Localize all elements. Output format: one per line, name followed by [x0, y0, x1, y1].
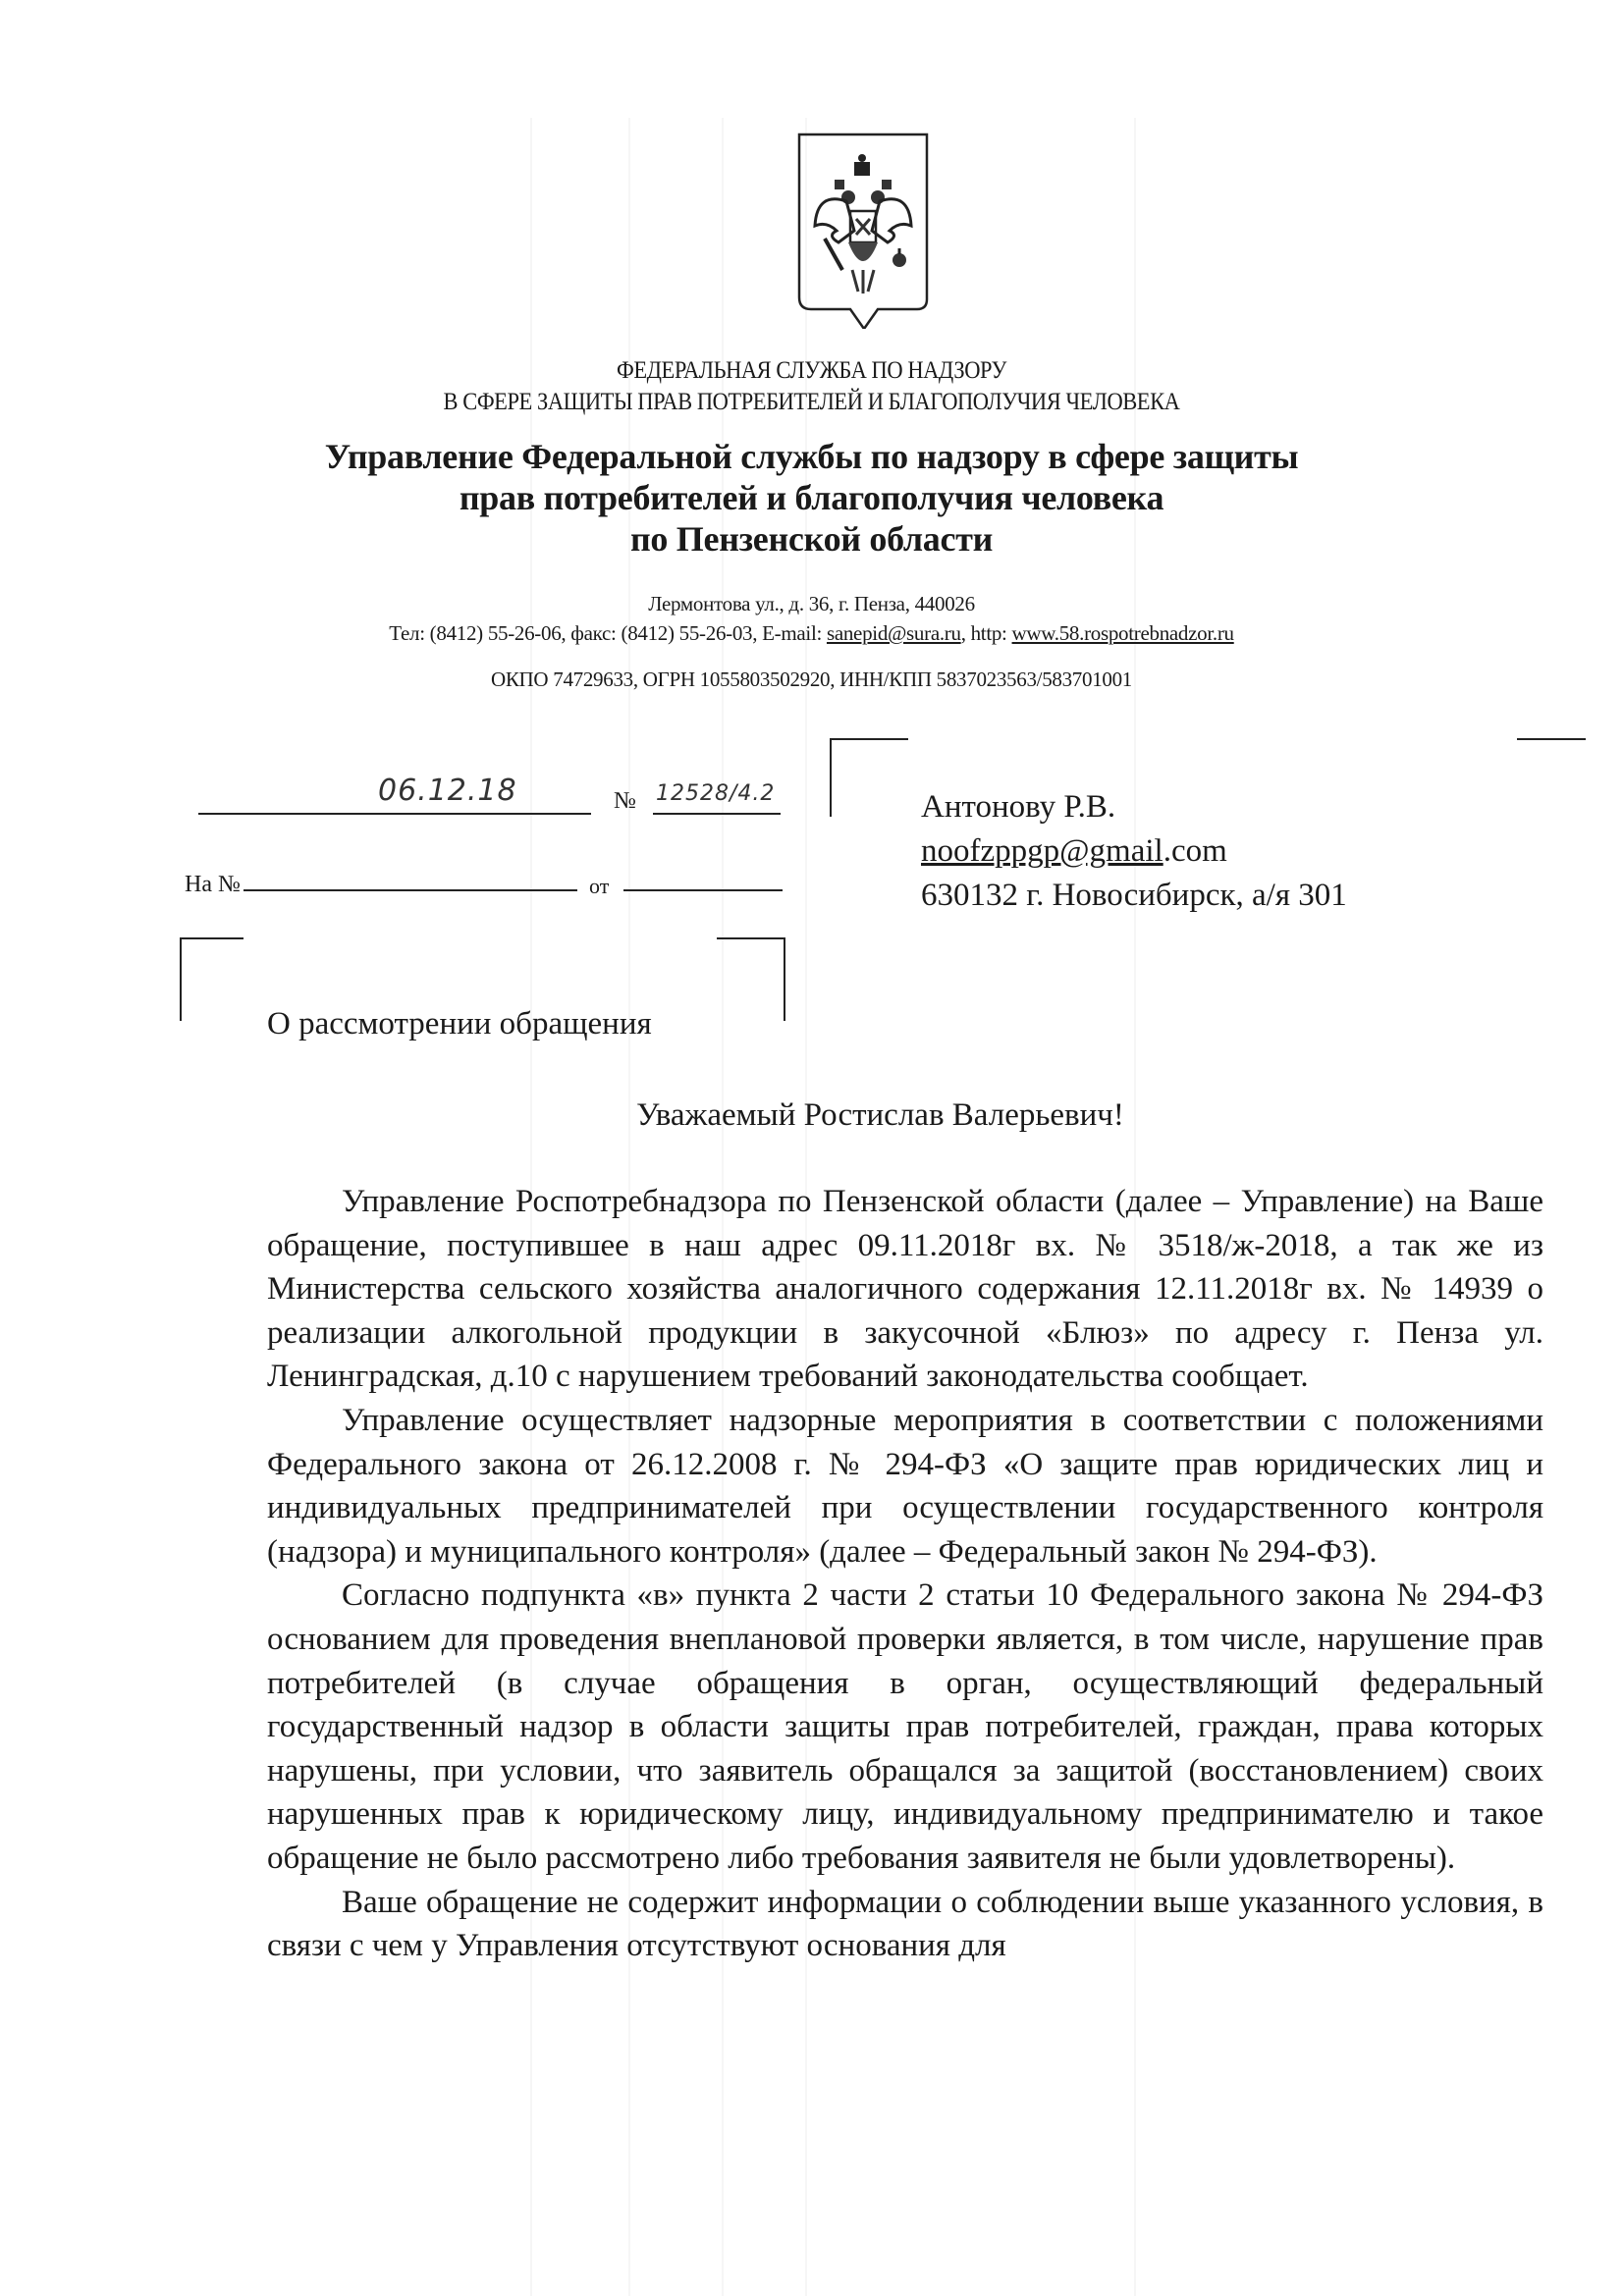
- from-label: от: [589, 874, 610, 898]
- addressee-name: Антонову Р.В.: [921, 789, 1116, 825]
- addressee-email-domain: .com: [1163, 833, 1227, 869]
- reply-date-underline: [623, 889, 783, 891]
- office-name: [0, 436, 1623, 560]
- agency-line-2: В СФЕРЕ ЗАЩИТЫ ПРАВ ПОТРЕБИТЕЛЕЙ И БЛАГОПОЛУЧИЯ ЧЕЛОВЕКА: [443, 389, 1180, 415]
- office-address: Лермонтова ул., д. 36, г. Пенза, 440026: [648, 592, 975, 615]
- addressee-address: 630132 г. Новосибирск, а/я 301: [921, 878, 1347, 913]
- addressee-email-link[interactable]: noofzppgp@gmail: [921, 833, 1163, 869]
- body-paragraph: Ваше обращение не содержит информации о соблюдении выше указанного условия, в связи с чем у Управления отсутствуют основания для: [267, 1884, 1543, 1964]
- outgoing-date: 06.12.18: [378, 774, 517, 808]
- body-paragraph: Управление осуществляет надзорные мероприятия в соответствии с положениями Федерального закона от 26.12.2008 г. № 294-ФЗ «О защите прав юридических лиц и индивидуальных предпринимателей при осуществлении государственного контроля (надзора) и муниципального контроля» (далее – Федеральный закон № 294-ФЗ).: [267, 1402, 1543, 1570]
- reply-number-underline: [243, 889, 577, 891]
- body-paragraph: Согласно подпункта «в» пункта 2 части 2 статьи 10 Федерального закона № 294-ФЗ основанием для проведения внеплановой проверки является, в том числе, нарушение прав потребителей (в случае обращения в орган, осуществляющий федеральный государственный надзор в области защиты прав потребителей, граждан, права которых нарушены, при условии, что заявитель обращался за защитой (восстановлением) своих нарушенных прав к юридическому лицу, индивидуальному предпринимателю и такое обращение не было рассмотрено либо требования заявителя не были удовлетворены).: [267, 1577, 1543, 1876]
- phone-fax: Тел: (8412) 55-26-06, факс: (8412) 55-26-03, E-mail:: [389, 621, 827, 645]
- subject-bracket-top-right: [717, 937, 785, 939]
- letter-subject: О рассмотрении обращения: [267, 1006, 652, 1041]
- office-line-2: прав потребителей и благополучия человека: [459, 478, 1164, 517]
- contact-info: [0, 589, 1623, 648]
- number-underline: [653, 813, 781, 815]
- agency-name: [81, 355, 1542, 418]
- addressee-bracket-left: [830, 738, 832, 817]
- date-underline: [198, 813, 591, 815]
- http-label: , http:: [960, 621, 1012, 645]
- agency-line-1: ФЕДЕРАЛЬНАЯ СЛУЖБА ПО НАДЗОРУ: [617, 357, 1006, 384]
- registry-codes: ОКПО 74729633, ОГРН 1055803502920, ИНН/КПП 5837023563/583701001: [490, 667, 1132, 691]
- office-email-link[interactable]: sanepid@sura.ru: [826, 621, 961, 645]
- outgoing-number: 12528/4.2: [656, 781, 776, 806]
- reply-to-label: На №: [185, 872, 241, 897]
- addressee-bracket-top: [830, 738, 908, 740]
- subject-bracket-left: [180, 937, 182, 1021]
- number-label: №: [614, 788, 636, 814]
- subject-bracket-top-left: [180, 937, 243, 939]
- addressee-block: [921, 785, 1347, 918]
- addressee-bracket-right-mark: [1517, 738, 1586, 740]
- subject-bracket-right: [784, 937, 785, 1021]
- office-website-link[interactable]: www.58.rospotrebnadzor.ru: [1011, 621, 1234, 645]
- office-line-3: по Пензенской области: [629, 519, 994, 559]
- body-paragraph: Управление Роспотребнадзора по Пензенской области (далее – Управление) на Ваше обращение, поступившее в наш адрес 09.11.2018г вх. № 3518/ж-2018, а так же из Министерства сельского хозяйства аналогичного содержания 12.11.2018г вх. № 14939 о реализации алкогольной продукции в закусочной «Блюз» по адресу г. Пенза ул. Ленинградская, д.10 с нарушением требований законодательства сообщает.: [267, 1184, 1543, 1395]
- office-line-1: Управление Федеральной службы по надзору в сфере защиты: [324, 437, 1299, 476]
- letter-body: [267, 1180, 1543, 1968]
- coat-of-arms-icon: [797, 133, 945, 329]
- salutation: Уважаемый Ростислав Валерьевич!: [636, 1097, 1124, 1133]
